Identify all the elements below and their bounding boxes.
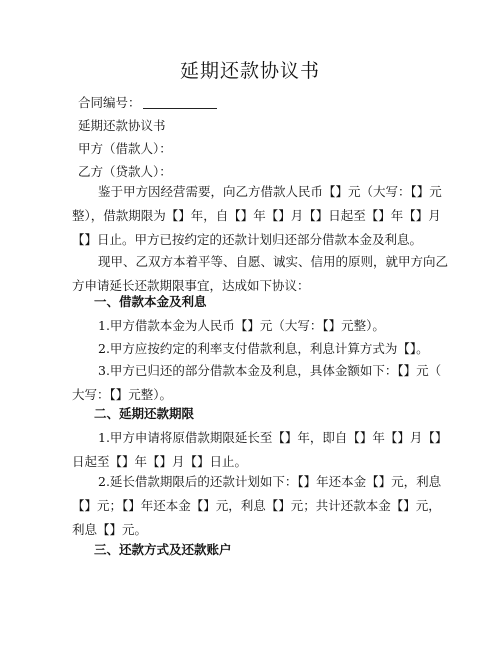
section2-item2-line: 【】元；【】年还本金【】元，利息【】元；共计还款本金【】元， [72, 498, 441, 513]
contract-number-label: 合同编号： [78, 95, 141, 110]
section2-item2-line: 利息【】元。 [72, 522, 148, 537]
section1-item1-line: 1.甲方借款本金为人民币【】元（大写：【】元整）。 [98, 318, 385, 333]
contract-number-blank [143, 95, 217, 109]
section2-item2-line: 2.延长借款期限后的还款计划如下：【】年还本金【】元，利息 [98, 474, 442, 489]
section1-item3 [72, 359, 442, 407]
section1-item2-line: 2.甲方应按约定的利率支付借款利息，利息计算方式为【】。 [98, 341, 429, 356]
section2-item1-line: 日起至【】年【】月【】日止。 [72, 454, 248, 469]
section2-item2 [72, 470, 442, 542]
section1-item3-line: 大写：【】元整）。 [72, 387, 173, 402]
party-b-line: 乙方（贷款人）： [78, 164, 172, 179]
intro-paragraph [72, 180, 442, 252]
section2-item1-line: 1.甲方申请将原借款期限延长至【】年，即自【】年【】月【】 [98, 430, 448, 445]
section1-item2 [72, 337, 429, 361]
document-subtitle: 延期还款协议书 [78, 118, 166, 133]
contract-number-line [78, 91, 422, 114]
intro-line: 整），借款期限为【】年，自【】年【】月【】日起至【】年【】月 [72, 208, 441, 223]
intro2-line: 方申请延长还款期限事宜，达成如下协议： [72, 278, 310, 293]
section2-item1 [72, 426, 448, 474]
intro-line: 鉴于甲方因经营需要，向乙方借款人民币【】元（大写：【】元 [98, 184, 442, 199]
section-heading: 一、借款本金及利息 [94, 294, 207, 309]
document-title: 延期还款协议书 [179, 60, 320, 82]
section-heading: 二、延期还款期限 [94, 406, 195, 421]
intro2-line: 现甲、乙双方本着平等、自愿、诚实、信用的原则，就甲方向乙 [98, 254, 449, 269]
section-heading: 三、还款方式及还款账户 [94, 542, 232, 557]
section1-item3-line: 3.甲方已归还的部分借款本金及利息，具体金额如下：【】元（ [98, 363, 442, 378]
intro-line: 【】日止。甲方已按约定的还款计划归还部分借款本金及利息。 [72, 232, 423, 247]
section1-item1 [72, 314, 422, 338]
party-a-line: 甲方（借款人）： [78, 141, 172, 156]
